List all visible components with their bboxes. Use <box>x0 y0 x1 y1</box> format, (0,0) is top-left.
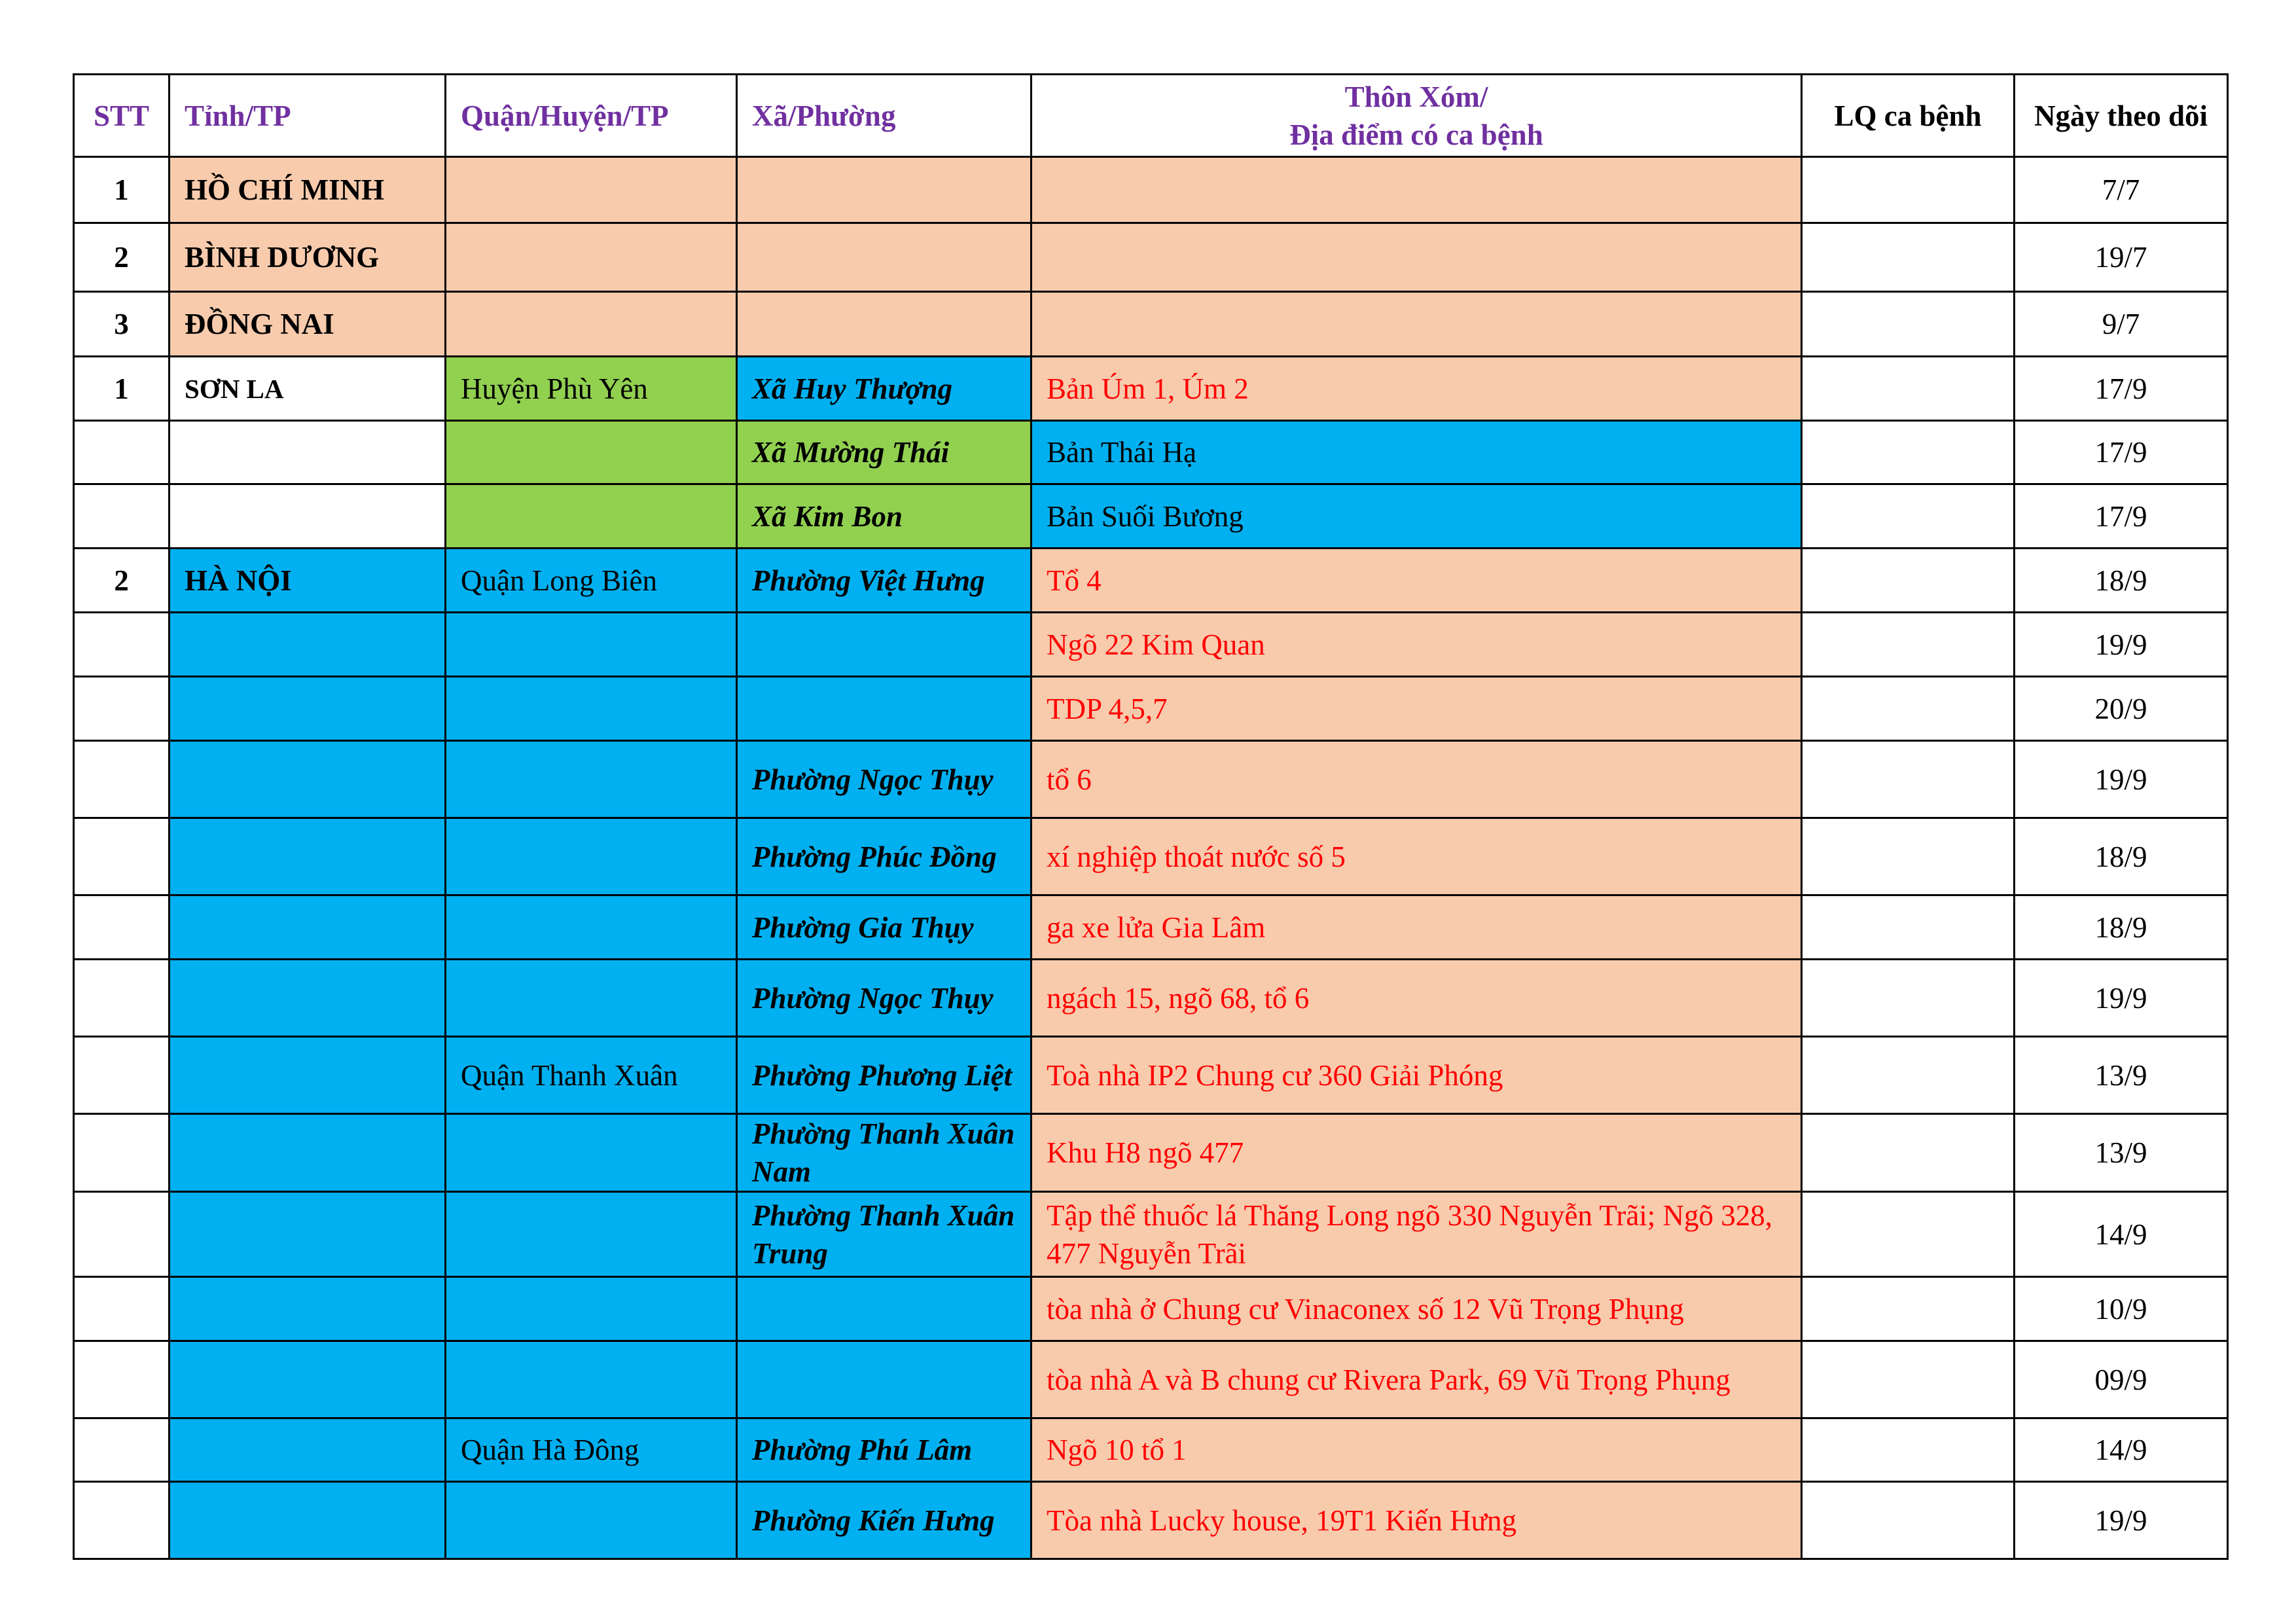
cell-date: 7/7 <box>2015 157 2228 223</box>
cell-province <box>170 1192 446 1277</box>
cell-province <box>170 1037 446 1114</box>
cell-district <box>446 1341 737 1418</box>
cell-date: 14/9 <box>2015 1418 2228 1482</box>
cell-district <box>446 613 737 677</box>
cell-stt <box>74 818 170 895</box>
cell-stt <box>74 1192 170 1277</box>
table-row <box>74 157 2228 223</box>
cell-stt <box>74 1114 170 1192</box>
table-row <box>74 223 2228 292</box>
cell-related-case <box>1802 484 2015 549</box>
cell-district: Quận Hà Đông <box>446 1418 737 1482</box>
cell-province <box>170 818 446 895</box>
cell-date: 19/9 <box>2015 1482 2228 1559</box>
cell-district <box>446 1192 737 1277</box>
cell-location <box>1031 157 1802 223</box>
cell-ward <box>737 157 1031 223</box>
cell-date: 17/9 <box>2015 357 2228 421</box>
cell-related-case <box>1802 223 2015 292</box>
cell-date: 13/9 <box>2015 1037 2228 1114</box>
cell-date: 19/9 <box>2015 741 2228 818</box>
cell-location: Tập thể thuốc lá Thăng Long ngõ 330 Nguyễn Trãi; Ngõ 328, 477 Nguyễn Trãi <box>1031 1192 1802 1277</box>
cell-district <box>446 1482 737 1559</box>
cell-province <box>170 895 446 960</box>
cell-ward <box>737 613 1031 677</box>
cell-location: Bản Suối Bương <box>1031 484 1802 549</box>
cell-district: Huyện Phù Yên <box>446 357 737 421</box>
cell-ward <box>737 223 1031 292</box>
cell-province <box>170 1418 446 1482</box>
cell-date: 10/9 <box>2015 1277 2228 1341</box>
header-follow-date: Ngày theo dõi <box>2015 75 2228 157</box>
cell-district: Quận Thanh Xuân <box>446 1037 737 1114</box>
cell-province <box>170 484 446 549</box>
cell-related-case <box>1802 1037 2015 1114</box>
cell-ward <box>737 292 1031 357</box>
cell-district <box>446 741 737 818</box>
cell-ward: Phường Thanh Xuân Trung <box>737 1192 1031 1277</box>
cell-date: 9/7 <box>2015 292 2228 357</box>
cell-location: Ngõ 22 Kim Quan <box>1031 613 1802 677</box>
cell-district <box>446 421 737 484</box>
cell-district <box>446 960 737 1037</box>
cell-stt <box>74 1037 170 1114</box>
cell-ward: Phường Kiến Hưng <box>737 1482 1031 1559</box>
cell-district: Quận Long Biên <box>446 549 737 613</box>
cell-district <box>446 223 737 292</box>
cell-ward <box>737 677 1031 741</box>
table-row <box>74 421 2228 484</box>
table-row <box>74 741 2228 818</box>
cell-ward: Phường Ngọc Thụy <box>737 960 1031 1037</box>
cell-ward: Phường Phương Liệt <box>737 1037 1031 1114</box>
cell-province: BÌNH DƯƠNG <box>170 223 446 292</box>
cell-district <box>446 484 737 549</box>
cell-location: ngách 15, ngõ 68, tổ 6 <box>1031 960 1802 1037</box>
cell-ward: Phường Thanh Xuân Nam <box>737 1114 1031 1192</box>
cell-location <box>1031 292 1802 357</box>
cell-district <box>446 895 737 960</box>
cell-stt: 2 <box>74 549 170 613</box>
cell-province <box>170 1341 446 1418</box>
cell-date: 14/9 <box>2015 1192 2228 1277</box>
header-location-line2: Địa điểm có ca bệnh <box>1289 118 1543 151</box>
cell-province <box>170 1114 446 1192</box>
cell-stt <box>74 484 170 549</box>
cell-date: 19/7 <box>2015 223 2228 292</box>
table-row <box>74 549 2228 613</box>
header-ward: Xã/Phường <box>737 75 1031 157</box>
cell-related-case <box>1802 1341 2015 1418</box>
cell-stt <box>74 613 170 677</box>
cell-ward: Phường Việt Hưng <box>737 549 1031 613</box>
cell-ward: Phường Gia Thụy <box>737 895 1031 960</box>
cell-related-case <box>1802 613 2015 677</box>
header-stt: STT <box>74 75 170 157</box>
cell-date: 19/9 <box>2015 613 2228 677</box>
table-row <box>74 292 2228 357</box>
cell-date: 17/9 <box>2015 484 2228 549</box>
cell-related-case <box>1802 549 2015 613</box>
cell-date: 20/9 <box>2015 677 2228 741</box>
cell-province <box>170 1482 446 1559</box>
cell-ward: Phường Phúc Đồng <box>737 818 1031 895</box>
cell-location: TDP 4,5,7 <box>1031 677 1802 741</box>
header-row <box>74 75 2228 157</box>
cell-location: Bản Úm 1, Úm 2 <box>1031 357 1802 421</box>
cell-ward: Xã Mường Thái <box>737 421 1031 484</box>
table-row <box>74 818 2228 895</box>
cell-location: tòa nhà A và B chung cư Rivera Park, 69 Vũ Trọng Phụng <box>1031 1341 1802 1418</box>
cell-province: HỒ CHÍ MINH <box>170 157 446 223</box>
cell-stt <box>74 1341 170 1418</box>
cell-related-case <box>1802 1114 2015 1192</box>
cell-ward: Phường Phú Lâm <box>737 1418 1031 1482</box>
cell-district <box>446 818 737 895</box>
table-row <box>74 1192 2228 1277</box>
cell-date: 13/9 <box>2015 1114 2228 1192</box>
cell-stt <box>74 1418 170 1482</box>
cell-date: 18/9 <box>2015 818 2228 895</box>
cell-related-case <box>1802 1277 2015 1341</box>
cell-location: Toà nhà IP2 Chung cư 360 Giải Phóng <box>1031 1037 1802 1114</box>
table-row <box>74 1114 2228 1192</box>
cell-stt: 1 <box>74 357 170 421</box>
header-province: Tỉnh/TP <box>170 75 446 157</box>
cell-date: 19/9 <box>2015 960 2228 1037</box>
cell-ward <box>737 1341 1031 1418</box>
table-row <box>74 1341 2228 1418</box>
cell-related-case <box>1802 677 2015 741</box>
cell-location <box>1031 223 1802 292</box>
table-row <box>74 1482 2228 1559</box>
table-row <box>74 1037 2228 1114</box>
cell-province <box>170 1277 446 1341</box>
cell-location: Ngõ 10 tổ 1 <box>1031 1418 1802 1482</box>
cell-related-case <box>1802 741 2015 818</box>
cell-district <box>446 292 737 357</box>
cell-stt <box>74 421 170 484</box>
cell-related-case <box>1802 818 2015 895</box>
cell-date: 17/9 <box>2015 421 2228 484</box>
cell-related-case <box>1802 357 2015 421</box>
table-row <box>74 677 2228 741</box>
cell-related-case <box>1802 1482 2015 1559</box>
table-row <box>74 484 2228 549</box>
cell-stt <box>74 1277 170 1341</box>
cell-ward: Xã Huy Thượng <box>737 357 1031 421</box>
cell-province <box>170 677 446 741</box>
cell-related-case <box>1802 421 2015 484</box>
table-row <box>74 357 2228 421</box>
cell-province <box>170 741 446 818</box>
cell-ward: Phường Ngọc Thụy <box>737 741 1031 818</box>
cell-related-case <box>1802 1418 2015 1482</box>
cell-province <box>170 960 446 1037</box>
table-row <box>74 1418 2228 1482</box>
table-row <box>74 1277 2228 1341</box>
header-related-case: LQ ca bệnh <box>1802 75 2015 157</box>
table-row <box>74 895 2228 960</box>
cell-location: Tòa nhà Lucky house, 19T1 Kiến Hưng <box>1031 1482 1802 1559</box>
cell-related-case <box>1802 1192 2015 1277</box>
cell-location: Tổ 4 <box>1031 549 1802 613</box>
cell-ward <box>737 1277 1031 1341</box>
header-district: Quận/Huyện/TP <box>446 75 737 157</box>
cell-province <box>170 421 446 484</box>
cell-district <box>446 157 737 223</box>
cell-date: 18/9 <box>2015 895 2228 960</box>
cell-location: Bản Thái Hạ <box>1031 421 1802 484</box>
header-location <box>1031 75 1802 157</box>
cell-location: Khu H8 ngõ 477 <box>1031 1114 1802 1192</box>
cell-location: xí nghiệp thoát nước số 5 <box>1031 818 1802 895</box>
cell-stt: 2 <box>74 223 170 292</box>
cell-stt <box>74 1482 170 1559</box>
table-row <box>74 960 2228 1037</box>
header-location-line1: Thôn Xóm/ <box>1344 80 1488 113</box>
cell-district <box>446 677 737 741</box>
cell-stt: 1 <box>74 157 170 223</box>
table-row <box>74 613 2228 677</box>
cell-location: ga xe lửa Gia Lâm <box>1031 895 1802 960</box>
cell-location: tổ 6 <box>1031 741 1802 818</box>
cell-stt <box>74 741 170 818</box>
cell-province: ĐỒNG NAI <box>170 292 446 357</box>
cell-related-case <box>1802 157 2015 223</box>
cell-district <box>446 1114 737 1192</box>
cell-province <box>170 613 446 677</box>
cell-ward: Xã Kim Bon <box>737 484 1031 549</box>
cell-date: 09/9 <box>2015 1341 2228 1418</box>
cell-district <box>446 1277 737 1341</box>
case-location-table <box>73 73 2229 1560</box>
cell-location: tòa nhà ở Chung cư Vinaconex số 12 Vũ Trọng Phụng <box>1031 1277 1802 1341</box>
cell-related-case <box>1802 960 2015 1037</box>
cell-date: 18/9 <box>2015 549 2228 613</box>
cell-stt <box>74 895 170 960</box>
cell-stt <box>74 677 170 741</box>
cell-province: HÀ NỘI <box>170 549 446 613</box>
cell-province: SƠN LA <box>170 357 446 421</box>
cell-related-case <box>1802 895 2015 960</box>
cell-stt: 3 <box>74 292 170 357</box>
cell-related-case <box>1802 292 2015 357</box>
cell-stt <box>74 960 170 1037</box>
